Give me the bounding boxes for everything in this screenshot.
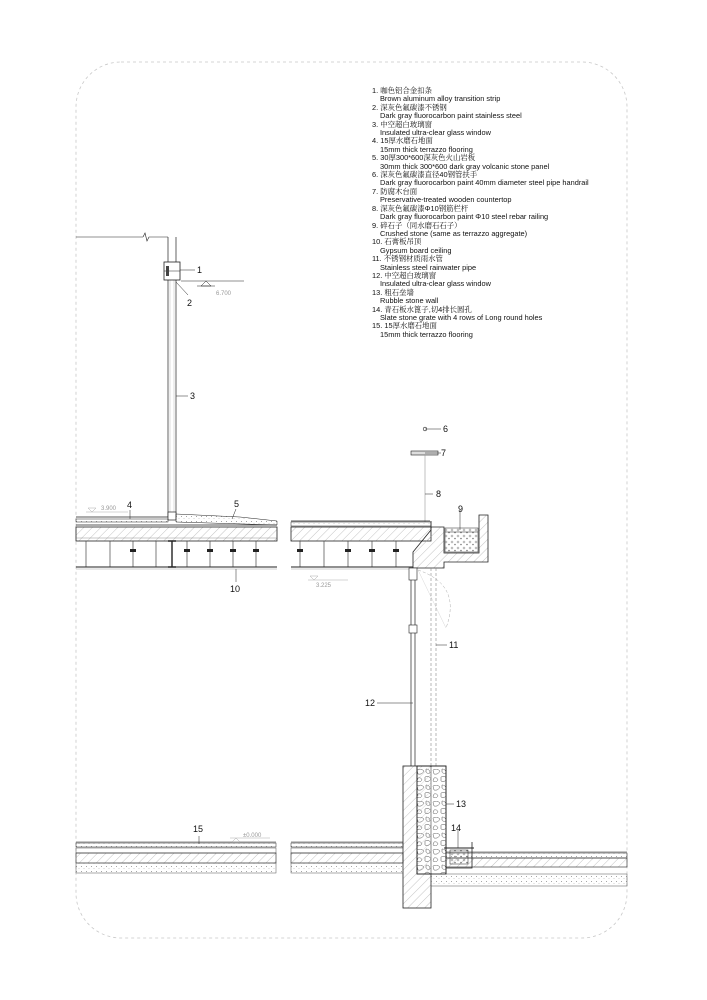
legend-item-number: 7 [372,186,377,196]
legend-item-separator: . [376,186,381,196]
callout-5: 5 [234,499,240,509]
left-section [76,233,277,873]
legend-item-english: Dark gray fluorocarbon paint stainless steel [380,111,522,121]
legend-item-english: Brown aluminum alloy transition strip [380,94,501,104]
legend-item-separator: . [380,270,385,280]
legend-item [372,255,692,272]
legend-item-number: 8 [372,203,377,213]
elevation-upper-floor: 3.900 [101,506,117,512]
legend-item [372,171,692,188]
legend-item [372,322,692,339]
callout-13: 13 [456,799,467,809]
legend-item-zh-text: 中空超白玻璃窗 [380,119,432,129]
callout-3: 3 [190,391,196,401]
legend-item-zh-text: 15厚水磨石地面 [380,136,433,146]
concrete-slab-right [291,527,431,541]
legend-item-english: Dark gray fluorocarbon paint 40mm diameter steel pipe handrail [380,178,589,188]
legend-item [372,137,692,154]
legend-item-number: 12 [372,270,381,280]
callout-11: 11 [449,640,459,650]
legend-item [372,104,692,121]
legend-item [372,306,692,323]
legend-item-english: Dark gray fluorocarbon paint Φ10 steel rebar railing [380,212,549,222]
legend-item-number: 15 [372,321,381,331]
legend-item-number: 1 [372,86,377,95]
legend-item-number: 2 [372,102,377,112]
legend-item-english: Slate stone grate with 4 rows of Long round holes [380,312,543,322]
legend-item-english: Preservative-treated wooden countertop [380,195,512,205]
legend-item-separator: . [376,102,381,112]
legend-item-separator: . [376,86,381,95]
legend-item-zh-text: 中空超白玻璃窗 [384,270,437,280]
legend-item-separator: . [380,321,385,331]
legend-item-english: 15mm thick terrazzo flooring [380,329,473,339]
legend-item [372,154,692,171]
legend-item-separator: . [376,170,381,180]
legend-item [372,222,692,239]
elevation-top: 6.700 [216,291,232,297]
legend-item-separator: . [376,153,381,163]
callout-2: 2 [187,298,193,308]
material-legend [372,87,692,339]
legend-item-english: Gypsum board ceiling [380,245,452,255]
crushed-stone-fill [445,528,478,552]
legend-item [372,188,692,205]
legend-item-separator: . [376,203,381,213]
legend-item-number: 4 [372,136,377,146]
volcanic-stone-panel [176,514,277,525]
legend-item-english: 30mm thick 300*600 dark gray volcanic stone panel [380,161,550,171]
callout-6: 6 [443,424,449,434]
legend-item-zh-text: 防腐木台面 [380,186,418,196]
callout-14: 14 [451,823,462,833]
legend-item-separator: . [376,136,381,146]
terrazzo-floor-ground [76,843,276,847]
legend-item-english: Insulated ultra-clear glass window [380,279,491,289]
legend-item-number: 11 [372,254,380,264]
legend-item-number: 6 [372,170,377,180]
legend-item-separator: . [376,119,381,129]
legend-item-number: 3 [372,119,377,129]
callout-12: 12 [365,698,376,708]
legend-item [372,238,692,255]
legend-item-zh-text: 咖色铝合金扣条 [380,86,432,95]
legend-item-separator: . [380,304,385,314]
elevation-ground: ±0.000 [243,833,262,839]
legend-item-zh-text: 30厚300*600深灰色火山岩板 [380,153,476,163]
legend-item-zh-text: 粗石垒墙 [384,287,414,297]
legend-item [372,272,692,289]
legend-item-zh-text: 石膏板吊顶 [384,237,422,247]
legend-item-separator: . [380,237,385,247]
legend-item-separator: . [380,287,385,297]
legend-item-english: Insulated ultra-clear glass window [380,128,491,138]
legend-item-zh-text: 深灰色氟碳漆Φ10钢筋栏杆 [380,203,469,213]
legend-item-number: 14 [372,304,381,314]
legend-item-number: 5 [372,153,377,163]
legend-item [372,87,692,104]
legend-item-zh-text: 深灰色氟碳漆直径40钢管扶手 [380,170,478,180]
legend-item-english: 15mm thick terrazzo flooring [380,144,473,154]
legend-item-zh-text: 不锈钢材质雨水管 [383,254,443,264]
legend-item-number: 13 [372,287,381,297]
legend-item [372,205,692,222]
legend-item-zh-text: 青石板水篦子,切4排长圆孔 [384,304,472,314]
callout-9: 9 [458,504,464,514]
legend-item-number: 10 [372,237,381,247]
callout-4: 4 [127,500,133,510]
callout-1: 1 [197,265,203,275]
right-section [291,427,627,908]
legend-item-separator: . [379,254,384,264]
legend-item-english: Stainless steel rainwater pipe [380,262,477,272]
legend-item [372,289,692,306]
legend-item-zh-text: 15厚水磨石地面 [384,321,437,331]
legend-item-number: 9 [372,220,377,230]
callout-10: 10 [230,584,241,594]
callout-15: 15 [193,824,204,834]
legend-item-english: Crushed stone (same as terrazzo aggregate) [380,228,528,238]
legend-item-english: Rubble stone wall [380,296,439,306]
legend-item-zh-text: 深灰色氟碳漆不锈钢 [380,102,447,112]
legend-item-separator: . [376,220,381,230]
callout-8: 8 [436,489,442,499]
concrete-slab-left [76,527,277,541]
callout-7: 7 [441,448,447,458]
elevation-ceiling: 3.225 [316,583,332,589]
terrazzo-floor-upper [76,519,168,522]
legend-item-zh-text: 碎石子（同水磨石石子） [380,220,462,230]
legend-item [372,121,692,138]
